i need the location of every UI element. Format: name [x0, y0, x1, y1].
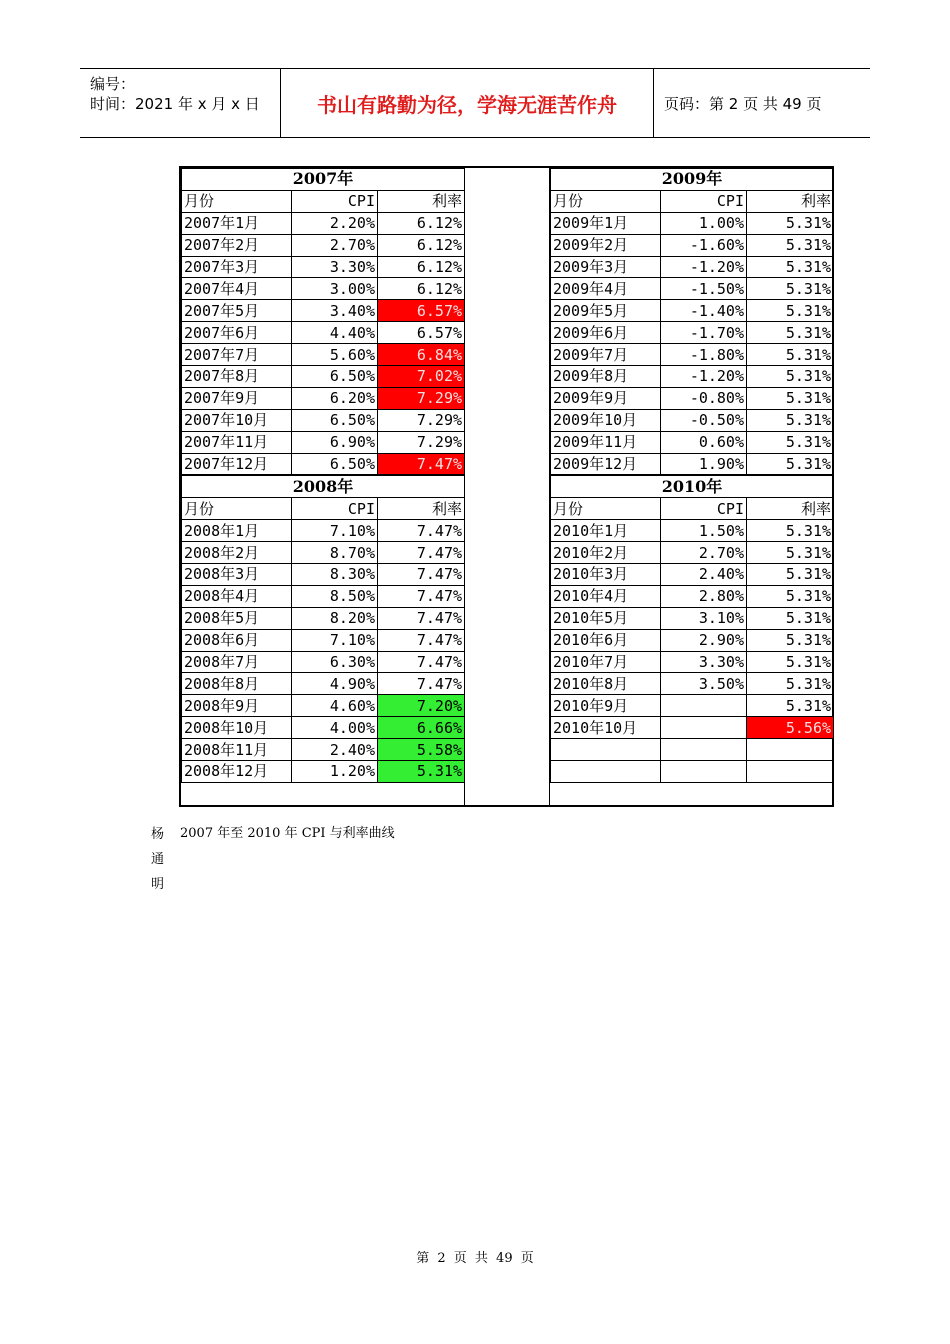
month-cell: 2009年8月: [551, 366, 661, 388]
rate-cell: 5.31%: [747, 278, 834, 300]
rate-cell: 5.31%: [747, 256, 834, 278]
cpi-cell: 1.00%: [661, 212, 747, 234]
cpi-cell: 4.00%: [292, 717, 378, 739]
author-vertical: [151, 822, 167, 897]
rate-cell: 5.58%: [378, 739, 465, 761]
table-row: [182, 629, 465, 651]
year-table-2007: [181, 168, 465, 475]
header-meta-cell: [80, 69, 281, 137]
table-row: [551, 673, 834, 695]
cpi-cell: 3.40%: [292, 300, 378, 322]
rate-cell: 7.47%: [378, 520, 465, 542]
table-row: [551, 607, 834, 629]
table-row: [551, 453, 834, 475]
month-cell: 2009年10月: [551, 409, 661, 431]
rate-cell: 5.31%: [747, 234, 834, 256]
rate-cell: 7.20%: [378, 695, 465, 717]
rate-cell: 7.47%: [378, 651, 465, 673]
year-title: 2008年: [182, 476, 465, 498]
rate-cell: 5.31%: [747, 344, 834, 366]
rate-cell: 5.31%: [747, 542, 834, 564]
rate-cell: 5.31%: [747, 409, 834, 431]
month-cell: [551, 761, 661, 783]
month-cell: 2008年6月: [182, 629, 292, 651]
rate-cell: 5.56%: [747, 717, 834, 739]
table-row: [551, 234, 834, 256]
table-header-row: [182, 190, 465, 212]
cpi-cell: 2.90%: [661, 629, 747, 651]
rate-cell: 6.12%: [378, 234, 465, 256]
cpi-header: CPI: [292, 190, 378, 212]
table-row: [551, 344, 834, 366]
table-row: [551, 300, 834, 322]
cpi-cell: 7.10%: [292, 520, 378, 542]
table-row: [551, 387, 834, 409]
table-row: [551, 212, 834, 234]
rate-cell: 5.31%: [747, 629, 834, 651]
table-row: [182, 322, 465, 344]
cpi-cell: 2.40%: [661, 564, 747, 586]
month-cell: 2007年4月: [182, 278, 292, 300]
document-date-label: 时间：2021 年 x 月 x 日: [90, 95, 260, 113]
cpi-cell: 1.90%: [661, 453, 747, 475]
figure-caption: 2007 年至 2010 年 CPI 与利率曲线: [180, 826, 395, 841]
header-motto: 书山有路勤为径，学海无涯苦作舟: [281, 69, 654, 137]
cpi-cell: -1.40%: [661, 300, 747, 322]
month-cell: 2008年5月: [182, 607, 292, 629]
rate-cell: 5.31%: [747, 212, 834, 234]
page-footer: 第 2 页 共 49 页: [416, 1251, 534, 1266]
year-title: 2010年: [551, 476, 834, 498]
month-header: 月份: [182, 498, 292, 520]
month-cell: 2008年8月: [182, 673, 292, 695]
cpi-cell: -1.70%: [661, 322, 747, 344]
cpi-cell: 3.00%: [292, 278, 378, 300]
month-cell: 2010年4月: [551, 585, 661, 607]
month-cell: 2007年7月: [182, 344, 292, 366]
table-row: [551, 564, 834, 586]
cpi-cell: 1.50%: [661, 520, 747, 542]
cpi-cell: 8.70%: [292, 542, 378, 564]
month-cell: 2009年3月: [551, 256, 661, 278]
table-row: [182, 761, 465, 783]
table-row: [551, 431, 834, 453]
rate-cell: 5.31%: [747, 520, 834, 542]
month-cell: 2008年9月: [182, 695, 292, 717]
month-cell: 2008年3月: [182, 564, 292, 586]
year-table-2010: [550, 475, 834, 782]
cpi-cell: 2.40%: [292, 739, 378, 761]
month-cell: 2009年12月: [551, 453, 661, 475]
month-cell: 2010年1月: [551, 520, 661, 542]
table-row: [551, 695, 834, 717]
month-cell: 2010年10月: [551, 717, 661, 739]
cpi-cell: 3.50%: [661, 673, 747, 695]
rate-cell: 5.31%: [747, 651, 834, 673]
table-header-row: [551, 498, 834, 520]
cpi-cell: 6.50%: [292, 409, 378, 431]
month-cell: 2007年2月: [182, 234, 292, 256]
month-cell: 2007年8月: [182, 366, 292, 388]
table-row: [182, 387, 465, 409]
author-char: 明: [151, 877, 165, 892]
page-header: [80, 68, 870, 138]
table-row: [551, 278, 834, 300]
cpi-cell: 2.70%: [661, 542, 747, 564]
rate-cell: 7.47%: [378, 629, 465, 651]
table-row: [182, 585, 465, 607]
month-cell: 2008年10月: [182, 717, 292, 739]
month-cell: 2010年3月: [551, 564, 661, 586]
table-header-row: [182, 498, 465, 520]
cpi-header: CPI: [661, 498, 747, 520]
rate-cell: 6.12%: [378, 212, 465, 234]
year-table-2008: [181, 475, 465, 782]
cpi-cell: 3.10%: [661, 607, 747, 629]
cpi-cell: 2.80%: [661, 585, 747, 607]
rate-cell: 7.47%: [378, 564, 465, 586]
rate-cell: 7.29%: [378, 387, 465, 409]
rate-header: 利率: [747, 190, 834, 212]
table-row: [551, 585, 834, 607]
table-row: [551, 761, 834, 783]
cpi-cell: 8.20%: [292, 607, 378, 629]
year-title: 2007年: [182, 169, 465, 191]
rate-cell: 6.57%: [378, 322, 465, 344]
rate-cell: 6.84%: [378, 344, 465, 366]
rate-cell: 5.31%: [747, 366, 834, 388]
cpi-cell: 2.70%: [292, 234, 378, 256]
month-cell: 2009年7月: [551, 344, 661, 366]
cpi-cell: 3.30%: [292, 256, 378, 278]
table-right-column: [550, 168, 834, 783]
rate-cell: 7.47%: [378, 542, 465, 564]
cpi-cell: -1.60%: [661, 234, 747, 256]
table-header-row: [551, 190, 834, 212]
rate-cell: 5.31%: [747, 453, 834, 475]
cpi-cell: 3.30%: [661, 651, 747, 673]
table-row: [182, 212, 465, 234]
month-cell: 2008年11月: [182, 739, 292, 761]
cpi-cell: 7.10%: [292, 629, 378, 651]
table-row: [551, 629, 834, 651]
cpi-cell: 1.20%: [292, 761, 378, 783]
cpi-cell: [661, 695, 747, 717]
month-cell: 2009年1月: [551, 212, 661, 234]
rate-cell: 6.66%: [378, 717, 465, 739]
month-cell: 2010年7月: [551, 651, 661, 673]
month-cell: 2009年2月: [551, 234, 661, 256]
table-row: [182, 673, 465, 695]
author-char: 杨: [151, 827, 165, 842]
month-cell: 2008年7月: [182, 651, 292, 673]
month-cell: 2008年2月: [182, 542, 292, 564]
rate-cell: 5.31%: [747, 431, 834, 453]
month-cell: 2007年5月: [182, 300, 292, 322]
table-row: [551, 542, 834, 564]
table-row: [182, 453, 465, 475]
month-cell: 2007年1月: [182, 212, 292, 234]
table-row: [551, 409, 834, 431]
year-table-2009: [550, 168, 834, 475]
table-row: [182, 234, 465, 256]
table-row: [182, 278, 465, 300]
table-row: [182, 564, 465, 586]
rate-cell: 5.31%: [747, 585, 834, 607]
table-row: [551, 739, 834, 761]
table-row: [182, 542, 465, 564]
rate-cell: 6.12%: [378, 256, 465, 278]
table-row: [182, 431, 465, 453]
rate-cell: 5.31%: [747, 322, 834, 344]
cpi-cell: -0.50%: [661, 409, 747, 431]
rate-cell: 7.02%: [378, 366, 465, 388]
table-row: [551, 717, 834, 739]
cpi-cell: 8.30%: [292, 564, 378, 586]
rate-cell: 7.47%: [378, 585, 465, 607]
rate-header: 利率: [747, 498, 834, 520]
rate-cell: 6.12%: [378, 278, 465, 300]
month-cell: 2010年6月: [551, 629, 661, 651]
month-cell: 2009年6月: [551, 322, 661, 344]
cpi-cell: 6.20%: [292, 387, 378, 409]
month-cell: 2008年1月: [182, 520, 292, 542]
month-cell: 2010年5月: [551, 607, 661, 629]
month-cell: 2007年9月: [182, 387, 292, 409]
cpi-cell: 4.60%: [292, 695, 378, 717]
rate-cell: 7.29%: [378, 431, 465, 453]
month-cell: 2010年2月: [551, 542, 661, 564]
table-row: [182, 651, 465, 673]
cpi-cell: 6.90%: [292, 431, 378, 453]
month-cell: 2007年11月: [182, 431, 292, 453]
header-page-info: 页码：第 2 页 共 49 页: [664, 94, 822, 113]
table-row: [182, 366, 465, 388]
month-cell: 2007年10月: [182, 409, 292, 431]
month-cell: 2009年5月: [551, 300, 661, 322]
month-cell: 2007年6月: [182, 322, 292, 344]
cpi-cell: [661, 761, 747, 783]
cpi-cell: 4.90%: [292, 673, 378, 695]
rate-header: 利率: [378, 498, 465, 520]
year-title: 2009年: [551, 169, 834, 191]
table-row: [182, 717, 465, 739]
month-cell: 2010年8月: [551, 673, 661, 695]
rate-cell: 5.31%: [378, 761, 465, 783]
rate-cell: 7.47%: [378, 673, 465, 695]
cpi-cell: 5.60%: [292, 344, 378, 366]
month-header: 月份: [551, 498, 661, 520]
cpi-cell: 4.40%: [292, 322, 378, 344]
cpi-cell: 8.50%: [292, 585, 378, 607]
rate-cell: 7.29%: [378, 409, 465, 431]
month-cell: 2007年12月: [182, 453, 292, 475]
cpi-cell: -0.80%: [661, 387, 747, 409]
cpi-cell: 6.30%: [292, 651, 378, 673]
rate-cell: 7.47%: [378, 453, 465, 475]
table-row: [551, 520, 834, 542]
cpi-cell: [661, 717, 747, 739]
spacer-column: [464, 168, 550, 805]
month-cell: [551, 739, 661, 761]
rate-cell: 7.47%: [378, 607, 465, 629]
cpi-cell: 6.50%: [292, 366, 378, 388]
rate-cell: 5.31%: [747, 607, 834, 629]
month-cell: 2010年9月: [551, 695, 661, 717]
cpi-cell: -1.80%: [661, 344, 747, 366]
table-row: [182, 409, 465, 431]
cpi-cell: -1.50%: [661, 278, 747, 300]
table-row: [182, 739, 465, 761]
table-row: [551, 651, 834, 673]
cpi-rate-spreadsheet: [179, 166, 834, 807]
rate-cell: 6.57%: [378, 300, 465, 322]
table-row: [182, 300, 465, 322]
cpi-cell: 0.60%: [661, 431, 747, 453]
table-row: [551, 366, 834, 388]
month-cell: 2009年11月: [551, 431, 661, 453]
cpi-cell: [661, 739, 747, 761]
rate-cell: 5.31%: [747, 564, 834, 586]
cpi-header: CPI: [661, 190, 747, 212]
rate-cell: [747, 761, 834, 783]
cpi-cell: 6.50%: [292, 453, 378, 475]
rate-cell: 5.31%: [747, 695, 834, 717]
table-row: [551, 256, 834, 278]
table-row: [182, 344, 465, 366]
month-header: 月份: [551, 190, 661, 212]
month-cell: 2009年4月: [551, 278, 661, 300]
month-cell: 2008年12月: [182, 761, 292, 783]
month-header: 月份: [182, 190, 292, 212]
table-left-column: [181, 168, 465, 783]
cpi-header: CPI: [292, 498, 378, 520]
month-cell: 2008年4月: [182, 585, 292, 607]
table-row: [182, 520, 465, 542]
rate-cell: 5.31%: [747, 387, 834, 409]
rate-cell: [747, 739, 834, 761]
rate-header: 利率: [378, 190, 465, 212]
author-char: 通: [151, 852, 165, 867]
rate-cell: 5.31%: [747, 300, 834, 322]
document-number-label: 编号：: [90, 75, 136, 93]
table-row: [551, 322, 834, 344]
table-row: [182, 607, 465, 629]
cpi-cell: -1.20%: [661, 366, 747, 388]
month-cell: 2007年3月: [182, 256, 292, 278]
table-row: [182, 695, 465, 717]
table-row: [182, 256, 465, 278]
month-cell: 2009年9月: [551, 387, 661, 409]
rate-cell: 5.31%: [747, 673, 834, 695]
cpi-cell: -1.20%: [661, 256, 747, 278]
cpi-cell: 2.20%: [292, 212, 378, 234]
